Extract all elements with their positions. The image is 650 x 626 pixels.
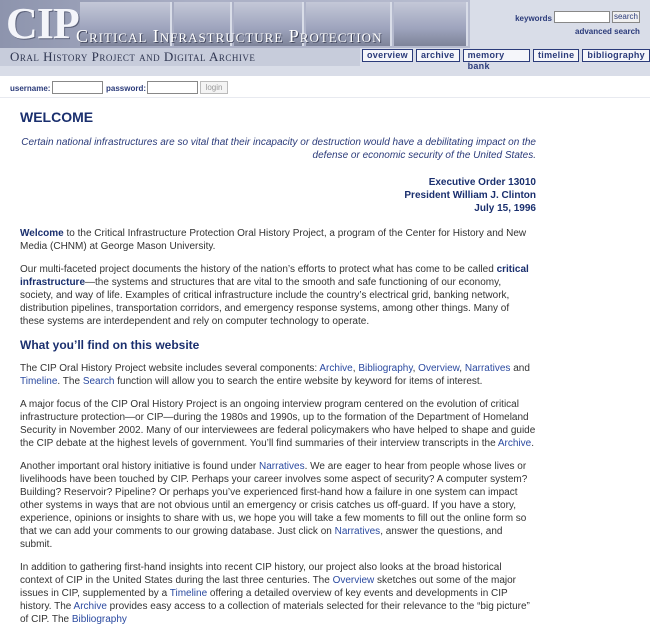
nav-tab-timeline[interactable]: timeline: [533, 49, 579, 62]
search-link[interactable]: Search: [82, 376, 115, 387]
components-text: The CIP Oral History Project website includes several components:: [20, 363, 320, 374]
intro-paragraph: [20, 227, 536, 253]
interview-text-end: .: [531, 438, 534, 449]
nav-tab-bibliography[interactable]: bibliography: [582, 49, 650, 62]
epigraph-quote: Certain national infrastructures are so vital that their incapacity or destruction would have a debilitating impact on the defense or economic security of the United States.: [21, 137, 536, 161]
bibliography-link[interactable]: Bibliography: [71, 614, 127, 625]
attribution-order: Executive Order 13010: [428, 177, 536, 188]
nav-tab-overview[interactable]: overview: [362, 49, 413, 62]
banner-photo-bridge: [394, 2, 468, 46]
project-text-a: Our multi-faceted project documents the history of the nation’s efforts to protect what has come to be called: [20, 264, 497, 275]
components-text-end: function will allow you to search the entire website by keyword for items of interest.: [114, 376, 483, 387]
welcome-lead: Welcome: [20, 228, 64, 239]
interview-text: A major focus of the CIP Oral History Project is an ongoing interview program centered on the evolution of critical infrastructure protection—or CIP—during the 1980s and 1990s, up to the formation of the Department of Homeland Security in November 2002. Many of our interviewees are federal policymakers who have helped to shape and guide the CIP debate at the highest levels of government. You’ll find summaries of their interview transcripts in the: [20, 399, 536, 449]
narratives-link[interactable]: Narratives: [259, 461, 305, 472]
password-label: password:: [106, 84, 147, 93]
main-nav: [362, 49, 650, 71]
attribution-author: President William J. Clinton: [404, 190, 536, 201]
separator: ,: [412, 363, 419, 374]
archive-link[interactable]: Archive: [73, 601, 107, 612]
narratives-link[interactable]: Narratives: [464, 363, 511, 374]
timeline-link[interactable]: Timeline: [20, 376, 58, 387]
components-paragraph: [20, 362, 536, 388]
bibliography-link[interactable]: Bibliography: [358, 363, 413, 374]
separator: ,: [352, 363, 359, 374]
project-paragraph: [20, 263, 536, 328]
site-title: Critical Infrastructure Protection: [76, 26, 383, 46]
search-input[interactable]: [554, 11, 610, 23]
timeline-link[interactable]: Timeline: [169, 588, 208, 599]
project-text-b: —the systems and structures that are vital to the smooth and safe functioning of our economy, society, and way of life. Examples of critical infrastructure include the country’s electrical grid, banking network, distribution pipelines, transportation corridors, and emergency response systems, among other things. Many of these systems are interdependent and rely on computer technology to operate.: [20, 277, 510, 327]
narratives-text-b: . We are eager to hear from people whose lives or livelihoods have been touched by CIP. Perhaps your career involves some aspect of security? A computer system? Building? Reservoir? Pipeline? Or perhaps you’ve experienced first-hand how a failure in one system can impact other systems in ways that are not obvious until an emergency or crisis catches us off-guard. If you have a story, experience, opinions or insights to share with us, we hope you will take a few moments to fill out the online form so that we can add your comments to our growing database. Just click on: [20, 461, 528, 537]
narratives-link[interactable]: Narratives: [334, 526, 381, 537]
username-input[interactable]: [52, 81, 103, 94]
context-text-d: provides easy access to a collection of materials selected for their relevance to the “big picture” of CIP. The: [20, 601, 530, 625]
separator: and: [510, 363, 530, 374]
username-label: username:: [10, 84, 51, 93]
search-button[interactable]: search: [613, 12, 638, 21]
nav-tab-memory-bank[interactable]: memory bank: [463, 49, 530, 62]
archive-link[interactable]: Archive: [319, 363, 353, 374]
critical-infrastructure-term: critical infrastructure: [20, 264, 529, 288]
separator: . The: [57, 376, 83, 387]
login-button[interactable]: login: [200, 81, 228, 94]
attribution-date: July 15, 1996: [474, 203, 536, 214]
interview-paragraph: [20, 398, 536, 450]
overview-link[interactable]: Overview: [418, 363, 460, 374]
main-content: [20, 108, 536, 626]
separator: ,: [459, 363, 465, 374]
overview-link[interactable]: Overview: [332, 575, 375, 586]
narratives-paragraph: [20, 460, 536, 551]
context-paragraph: [20, 561, 536, 626]
intro-text: to the Critical Infrastructure Protection Oral History Project, a program of the Center for History and New Media (CHNM) at George Mason University.: [20, 228, 527, 252]
nav-tab-archive[interactable]: archive: [416, 49, 460, 62]
narratives-text-c: , answer the questions, and submit.: [20, 526, 503, 550]
context-text-c: offering a detailed overview of key events and developments in CIP history. The: [20, 588, 508, 612]
site-subtitle: Oral History Project and Digital Archive: [10, 49, 256, 64]
site-logo[interactable]: CIP: [6, 0, 79, 48]
search-label: keywords: [515, 14, 552, 23]
advanced-search-link[interactable]: advanced search: [575, 27, 640, 36]
site-banner: [0, 0, 650, 76]
login-bar: [0, 80, 650, 98]
quote-attribution: [20, 176, 536, 215]
narratives-text-a: Another important oral history initiative is found under: [20, 461, 260, 472]
archive-link[interactable]: Archive: [497, 438, 532, 449]
find-heading: What you’ll find on this website: [20, 338, 200, 352]
welcome-heading: WELCOME: [20, 109, 94, 125]
context-text-a: In addition to gathering first-hand insights into recent CIP history, our project also looks at the broad historical context of CIP in the United States during the last three centuries. The: [20, 562, 502, 586]
password-input[interactable]: [147, 81, 198, 94]
context-text-b: sketches out some of the major issues in CIP, supplemented by a: [20, 575, 517, 599]
